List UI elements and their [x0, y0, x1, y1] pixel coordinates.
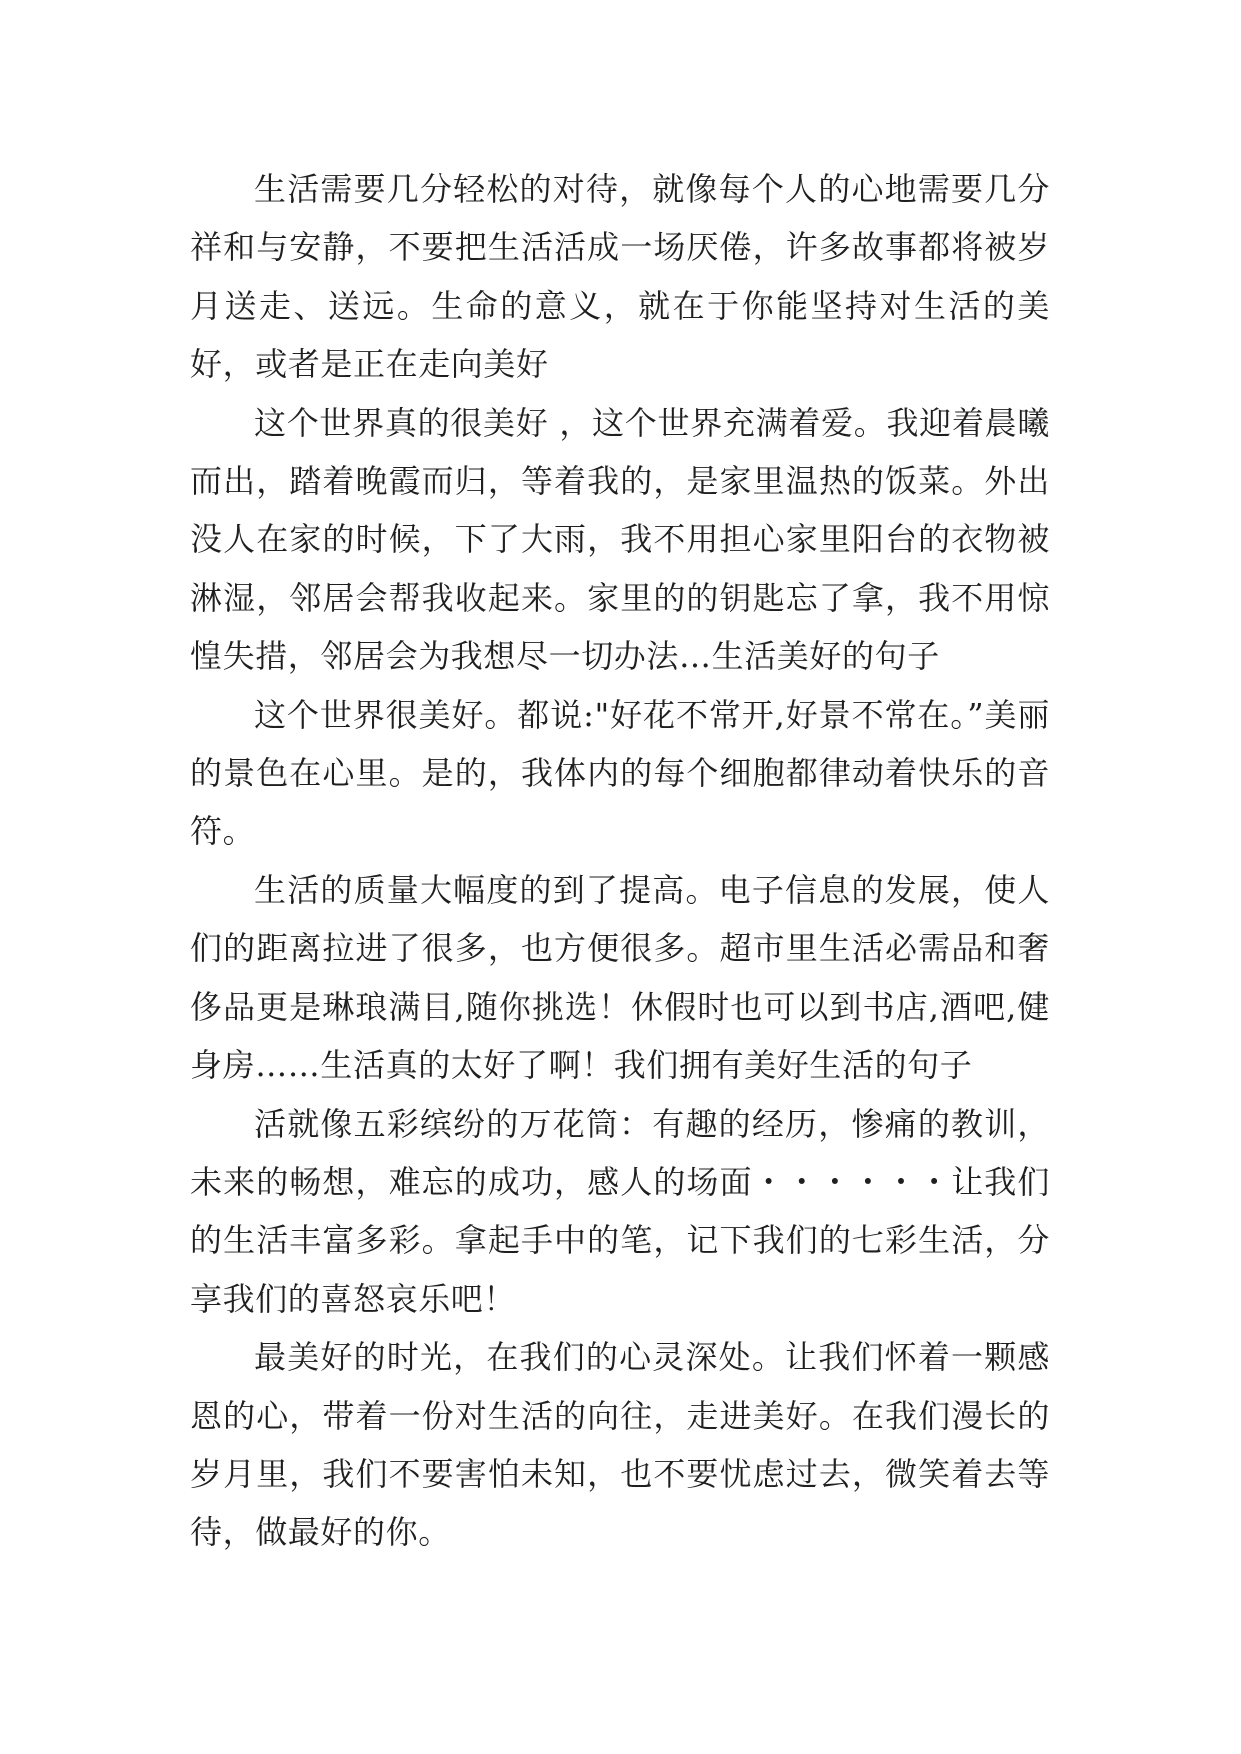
paragraph-2: 这个世界真的很美好 ，这个世界充满着爱。我迎着晨曦而出，踏着晚霞而归，等着我的，是家里温热的饭菜。外出没人在家的时候，下了大雨，我不用担心家里阳台的衣物被淋湿，邻居会帮我收起来。家里的的钥匙忘了拿，我不用惊惶失措，邻居会为我想尽一切办法…生活美好的句子	[190, 403, 1050, 676]
paragraph-5: 活就像五彩缤纷的万花筒：有趣的经历，惨痛的教训，未来的畅想，难忘的成功，感人的场面・・・・・・让我们的生活丰富多彩。拿起手中的笔，记下我们的七彩生活，分享我们的喜怒哀乐吧！	[190, 1104, 1050, 1318]
paragraph-1: 生活需要几分轻松的对待，就像每个人的心地需要几分祥和与安静，不要把生活活成一场厌倦，许多故事都将被岁月送走、送远。生命的意义，就在于你能坚持对生活的美好，或者是正在走向美好	[190, 170, 1050, 384]
paragraph-3: 这个世界很美好。都说:"好花不常开,好景不常在。”美丽的景色在心里。是的，我体内的每个细胞都律动着快乐的音符。	[190, 695, 1050, 851]
paragraph-4: 生活的质量大幅度的到了提高。电子信息的发展，使人们的距离拉进了很多，也方便很多。超市里生活必需品和奢侈品更是琳琅满目,随你挑选！休假时也可以到书店,酒吧,健身房……生活真的太好了啊！我们拥有美好生活的句子	[190, 870, 1050, 1085]
paragraph-6: 最美好的时光，在我们的心灵深处。让我们怀着一颗感恩的心，带着一份对生活的向往，走进美好。在我们漫长的岁月里，我们不要害怕未知，也不要忧虑过去，微笑着去等待，做最好的你。	[190, 1338, 1050, 1552]
document-body	[190, 160, 1050, 1562]
